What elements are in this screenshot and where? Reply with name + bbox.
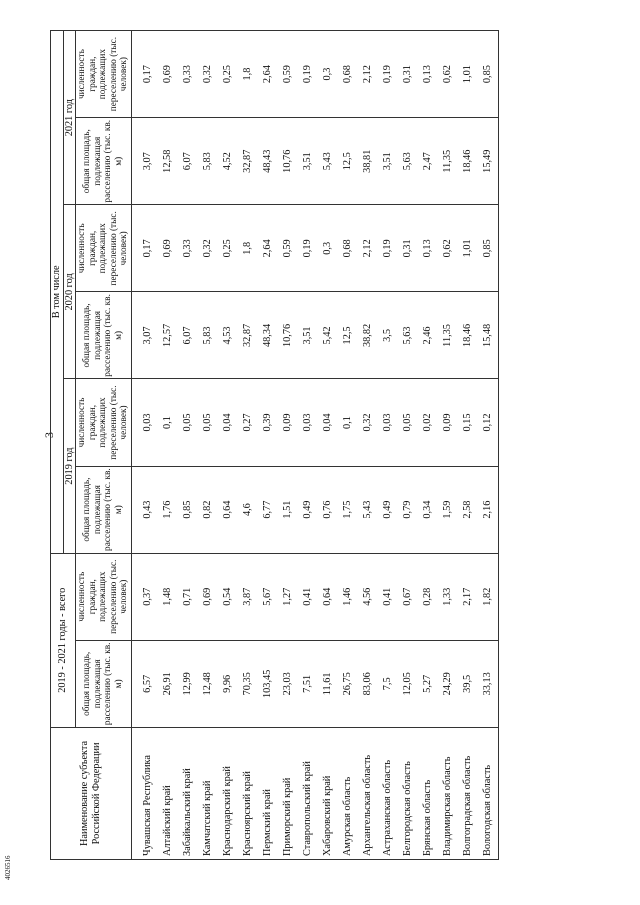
table-row	[338, 31, 358, 860]
subheader-people: численность граждан, подлежащих переселению (тыс. человек)	[76, 205, 132, 292]
table-row	[218, 31, 238, 860]
value-cell: 3,5	[378, 292, 398, 379]
value-cell: 7,5	[378, 640, 398, 727]
value-cell: 4,52	[218, 118, 238, 205]
value-cell: 24,29	[438, 640, 458, 727]
table-row	[198, 31, 218, 860]
value-cell: 2,58	[458, 466, 478, 553]
value-cell: 0,05	[398, 379, 418, 466]
value-cell: 10,76	[278, 292, 298, 379]
value-cell: 0,85	[478, 31, 499, 118]
region-name-cell: Белгородская область	[398, 727, 418, 859]
value-cell: 0,12	[478, 379, 499, 466]
value-cell: 6,07	[178, 292, 198, 379]
year-2019-header: 2019 год	[63, 379, 76, 553]
value-cell: 0,62	[438, 205, 458, 292]
subheader-area: общая площадь, подлежащая расселению (тыс. кв. м)	[76, 292, 132, 379]
value-cell: 3,87	[238, 553, 258, 640]
value-cell: 0,79	[398, 466, 418, 553]
value-cell: 33,13	[478, 640, 499, 727]
value-cell: 2,46	[418, 292, 438, 379]
value-cell: 0,05	[198, 379, 218, 466]
region-name-cell: Пермский край	[258, 727, 278, 859]
region-name-cell: Чувашская Республика	[131, 727, 158, 859]
value-cell: 0,33	[178, 31, 198, 118]
table-row	[238, 31, 258, 860]
value-cell: 2,16	[478, 466, 499, 553]
value-cell: 0,64	[318, 553, 338, 640]
value-cell: 0,25	[218, 31, 238, 118]
value-cell: 1,8	[238, 31, 258, 118]
region-name-cell: Астраханская область	[378, 727, 398, 859]
value-cell: 5,83	[198, 118, 218, 205]
value-cell: 1,82	[478, 553, 499, 640]
region-name-cell: Ставропольский край	[298, 727, 318, 859]
value-cell: 0,85	[178, 466, 198, 553]
value-cell: 2,64	[258, 205, 278, 292]
table-row	[318, 31, 338, 860]
value-cell: 5,83	[198, 292, 218, 379]
value-cell: 1,8	[238, 205, 258, 292]
table-row	[178, 31, 198, 860]
value-cell: 0,69	[158, 205, 178, 292]
value-cell: 5,43	[358, 466, 378, 553]
value-cell: 18,46	[458, 118, 478, 205]
value-cell: 18,46	[458, 292, 478, 379]
value-cell: 4,56	[358, 553, 378, 640]
value-cell: 15,49	[478, 118, 499, 205]
value-cell: 0,04	[218, 379, 238, 466]
region-name-cell: Волгоградская область	[458, 727, 478, 859]
value-cell: 26,91	[158, 640, 178, 727]
value-cell: 5,43	[318, 118, 338, 205]
value-cell: 0,09	[438, 379, 458, 466]
region-name-cell: Приморский край	[278, 727, 298, 859]
value-cell: 0,68	[338, 205, 358, 292]
value-cell: 6,77	[258, 466, 278, 553]
value-cell: 9,96	[218, 640, 238, 727]
value-cell: 0,33	[178, 205, 198, 292]
value-cell: 0,03	[131, 379, 158, 466]
value-cell: 0,34	[418, 466, 438, 553]
value-cell: 5,42	[318, 292, 338, 379]
subheader-area: общая площадь, подлежащая расселению (тыс. кв. м)	[76, 118, 132, 205]
subheader-area: общая площадь, подлежащая расселению (тыс. кв. м)	[76, 466, 132, 553]
value-cell: 0,32	[198, 31, 218, 118]
value-cell: 0,41	[378, 553, 398, 640]
table-row	[458, 31, 478, 860]
value-cell: 1,59	[438, 466, 458, 553]
value-cell: 0,15	[458, 379, 478, 466]
value-cell: 0,64	[218, 466, 238, 553]
value-cell: 0,05	[178, 379, 198, 466]
value-cell: 1,01	[458, 31, 478, 118]
value-cell: 0,04	[318, 379, 338, 466]
table-row	[158, 31, 178, 860]
value-cell: 0,71	[178, 553, 198, 640]
value-cell: 3,51	[378, 118, 398, 205]
table-row	[298, 31, 318, 860]
year-2020-header: 2020 год	[63, 205, 76, 379]
value-cell: 1,48	[158, 553, 178, 640]
value-cell: 0,82	[198, 466, 218, 553]
value-cell: 12,5	[338, 118, 358, 205]
table-row	[478, 31, 499, 860]
region-name-cell: Красноярский край	[238, 727, 258, 859]
value-cell: 0,76	[318, 466, 338, 553]
value-cell: 11,35	[438, 292, 458, 379]
value-cell: 70,35	[238, 640, 258, 727]
value-cell: 2,12	[358, 205, 378, 292]
subheader-area: общая площадь, подлежащая расселению (тыс. кв. м)	[76, 640, 132, 727]
value-cell: 2,17	[458, 553, 478, 640]
table-row	[131, 31, 158, 860]
value-cell: 1,76	[158, 466, 178, 553]
value-cell: 0,3	[318, 205, 338, 292]
value-cell: 0,59	[278, 205, 298, 292]
value-cell: 12,48	[198, 640, 218, 727]
total-period-header: 2019 - 2021 годы - всего	[51, 553, 76, 727]
value-cell: 1,51	[278, 466, 298, 553]
region-name-cell: Хабаровский край	[318, 727, 338, 859]
value-cell: 0,13	[418, 31, 438, 118]
value-cell: 0,67	[398, 553, 418, 640]
subheader-people: численность граждан, подлежащих переселению (тыс. человек)	[76, 553, 132, 640]
value-cell: 10,76	[278, 118, 298, 205]
value-cell: 0,32	[198, 205, 218, 292]
subset-header: В том числе	[51, 31, 64, 554]
value-cell: 0,39	[258, 379, 278, 466]
rotated-table-container	[50, 30, 580, 860]
value-cell: 0,03	[378, 379, 398, 466]
value-cell: 3,07	[131, 292, 158, 379]
value-cell: 3,07	[131, 118, 158, 205]
region-name-cell: Брянская область	[418, 727, 438, 859]
value-cell: 0,17	[131, 205, 158, 292]
value-cell: 1,75	[338, 466, 358, 553]
value-cell: 0,1	[338, 379, 358, 466]
region-name-cell: Вологодская область	[478, 727, 499, 859]
table-row	[438, 31, 458, 860]
value-cell: 38,81	[358, 118, 378, 205]
value-cell: 0,28	[418, 553, 438, 640]
value-cell: 4,53	[218, 292, 238, 379]
value-cell: 48,34	[258, 292, 278, 379]
value-cell: 0,19	[378, 31, 398, 118]
resettlement-table	[50, 30, 499, 860]
value-cell: 0,49	[298, 466, 318, 553]
region-name-cell: Архангельская область	[358, 727, 378, 859]
value-cell: 3,51	[298, 292, 318, 379]
value-cell: 5,27	[418, 640, 438, 727]
value-cell: 2,47	[418, 118, 438, 205]
value-cell: 0,43	[131, 466, 158, 553]
value-cell: 0,19	[378, 205, 398, 292]
value-cell: 12,58	[158, 118, 178, 205]
value-cell: 6,07	[178, 118, 198, 205]
value-cell: 0,13	[418, 205, 438, 292]
value-cell: 2,64	[258, 31, 278, 118]
year-2021-header: 2021 год	[63, 31, 76, 205]
value-cell: 0,27	[238, 379, 258, 466]
value-cell: 15,48	[478, 292, 499, 379]
region-name-cell: Владимирская область	[438, 727, 458, 859]
value-cell: 11,35	[438, 118, 458, 205]
value-cell: 23,03	[278, 640, 298, 727]
value-cell: 0,37	[131, 553, 158, 640]
value-cell: 0,31	[398, 31, 418, 118]
value-cell: 0,1	[158, 379, 178, 466]
table-row	[358, 31, 378, 860]
value-cell: 32,87	[238, 292, 258, 379]
document-code: 4026516	[4, 855, 12, 880]
value-cell: 5,63	[398, 292, 418, 379]
value-cell: 5,67	[258, 553, 278, 640]
value-cell: 83,06	[358, 640, 378, 727]
table-row	[418, 31, 438, 860]
value-cell: 0,19	[298, 205, 318, 292]
value-cell: 0,69	[158, 31, 178, 118]
subheader-people: численность граждан, подлежащих переселению (тыс. человек)	[76, 379, 132, 466]
value-cell: 0,09	[278, 379, 298, 466]
value-cell: 38,82	[358, 292, 378, 379]
value-cell: 0,85	[478, 205, 499, 292]
value-cell: 4,6	[238, 466, 258, 553]
value-cell: 1,33	[438, 553, 458, 640]
value-cell: 2,12	[358, 31, 378, 118]
value-cell: 0,62	[438, 31, 458, 118]
value-cell: 0,03	[298, 379, 318, 466]
value-cell: 0,41	[298, 553, 318, 640]
region-name-cell: Краснодарский край	[218, 727, 238, 859]
value-cell: 0,69	[198, 553, 218, 640]
value-cell: 0,54	[218, 553, 238, 640]
value-cell: 12,57	[158, 292, 178, 379]
value-cell: 12,5	[338, 292, 358, 379]
value-cell: 5,63	[398, 118, 418, 205]
region-name-cell: Амурская область	[338, 727, 358, 859]
region-name-cell: Забайкальский край	[178, 727, 198, 859]
value-cell: 26,75	[338, 640, 358, 727]
value-cell: 1,27	[278, 553, 298, 640]
value-cell: 0,02	[418, 379, 438, 466]
value-cell: 12,05	[398, 640, 418, 727]
value-cell: 3,51	[298, 118, 318, 205]
value-cell: 39,5	[458, 640, 478, 727]
value-cell: 0,32	[358, 379, 378, 466]
region-column-header: Наименование субъекта Российской Федерации	[51, 727, 132, 859]
page-number: 3	[42, 432, 56, 438]
table-row	[278, 31, 298, 860]
value-cell: 11,61	[318, 640, 338, 727]
value-cell: 103,45	[258, 640, 278, 727]
value-cell: 12,99	[178, 640, 198, 727]
value-cell: 48,43	[258, 118, 278, 205]
region-name-cell: Камчатский край	[198, 727, 218, 859]
value-cell: 7,51	[298, 640, 318, 727]
subheader-people: численность граждан, подлежащих переселению (тыс. человек)	[76, 31, 132, 118]
value-cell: 0,31	[398, 205, 418, 292]
value-cell: 0,3	[318, 31, 338, 118]
value-cell: 1,01	[458, 205, 478, 292]
value-cell: 1,46	[338, 553, 358, 640]
value-cell: 0,49	[378, 466, 398, 553]
value-cell: 6,57	[131, 640, 158, 727]
table-row	[258, 31, 278, 860]
table-row	[398, 31, 418, 860]
value-cell: 0,68	[338, 31, 358, 118]
value-cell: 0,25	[218, 205, 238, 292]
value-cell: 32,87	[238, 118, 258, 205]
table-row	[378, 31, 398, 860]
value-cell: 0,19	[298, 31, 318, 118]
value-cell: 0,59	[278, 31, 298, 118]
region-name-cell: Алтайский край	[158, 727, 178, 859]
value-cell: 0,17	[131, 31, 158, 118]
